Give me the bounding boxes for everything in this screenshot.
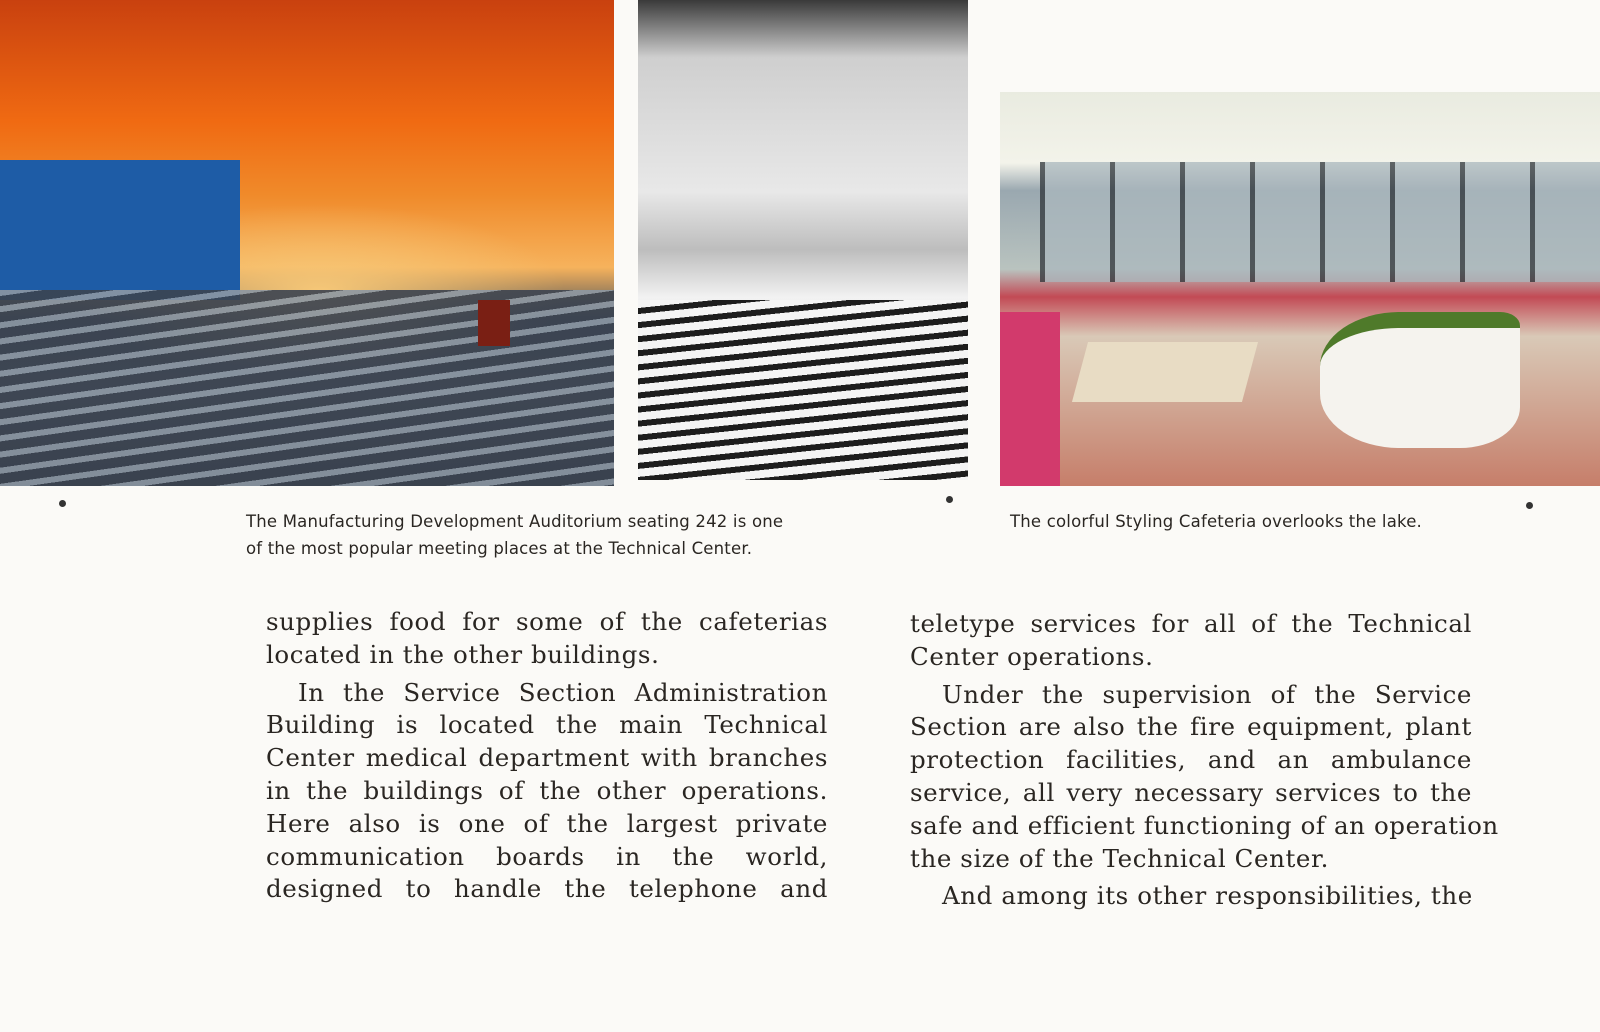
caption-line: of the most popular meeting places at the Technical Center. <box>246 539 753 558</box>
cafeteria-photo <box>1000 92 1600 486</box>
auditorium-caption <box>246 508 783 562</box>
registration-dot <box>946 496 953 503</box>
auditorium-color-photo <box>0 0 614 486</box>
text-line: In the Service Section Administration <box>298 677 828 707</box>
text-line: And among its other responsibilities, the <box>942 881 1473 911</box>
cafeteria-caption <box>1010 508 1422 535</box>
left-text-column <box>266 606 828 906</box>
text-line: Here also is one of the largest private <box>266 808 828 838</box>
paragraph <box>266 606 828 672</box>
text-line: communication boards in the world, <box>266 841 828 871</box>
text-line: Section are also the fire equipment, plant <box>910 712 1472 742</box>
paragraph <box>910 880 1472 913</box>
auditorium-bw-photo <box>638 0 968 480</box>
text-line: protection facilities, and an ambulance <box>910 745 1472 775</box>
paragraph <box>910 608 1472 674</box>
text-line: service, all very necessary services to the <box>910 777 1472 807</box>
registration-dot <box>59 500 66 507</box>
caption-line: The Manufacturing Development Auditorium seating 242 is one <box>246 512 784 531</box>
text-line: teletype services for all of the Technical <box>910 609 1472 638</box>
right-text-column <box>910 608 1499 913</box>
text-line: in the buildings of the other operations. <box>266 775 828 805</box>
paragraph <box>266 677 828 907</box>
paragraph <box>910 679 1499 876</box>
registration-dot <box>1526 502 1533 509</box>
text-line: Center operations. <box>910 641 1154 671</box>
text-line: designed to handle the telephone and <box>266 874 828 904</box>
text-line: Building is located the main Technical <box>266 710 828 740</box>
text-line: located in the other buildings. <box>266 639 660 669</box>
text-line: Under the supervision of the Service <box>942 679 1472 709</box>
text-line: safe and efficient functioning of an operation <box>910 810 1499 840</box>
text-line: the size of the Technical Center. <box>910 843 1330 873</box>
text-line: supplies food for some of the cafeterias <box>266 607 828 636</box>
text-line: Center medical department with branches <box>266 743 828 773</box>
caption-line: The colorful Styling Cafeteria overlooks the lake. <box>1010 512 1422 531</box>
